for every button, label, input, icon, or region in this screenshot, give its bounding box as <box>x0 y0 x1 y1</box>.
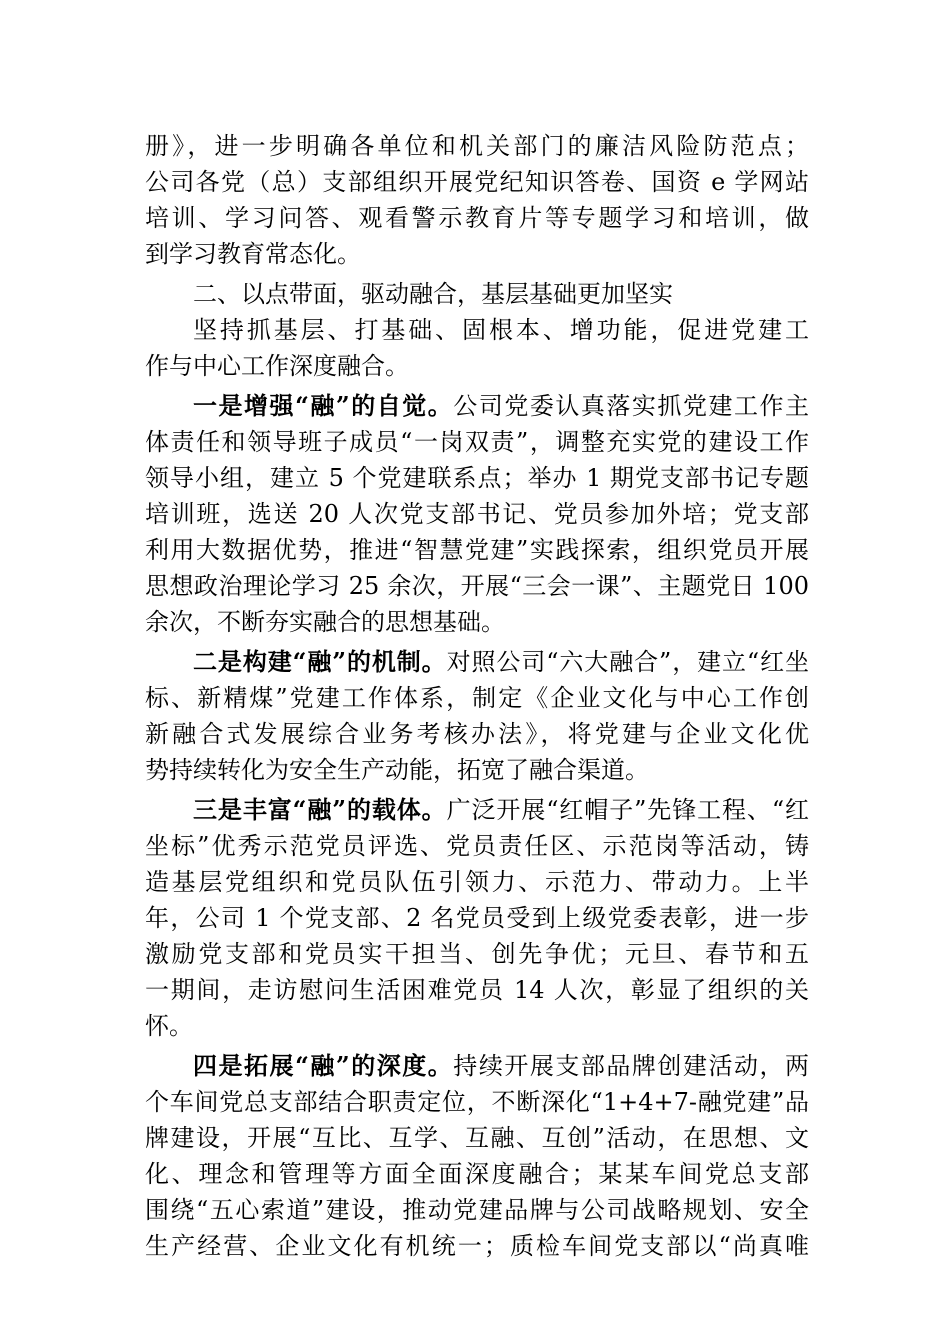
text-line: 激励党支部和党员实干担当、创先争优；元旦、春节和五 <box>145 940 809 968</box>
paragraph-item-2 <box>145 644 809 788</box>
text-line: 个车间党总支部结合职责定位，不断深化“1+4+7-融党建”品 <box>145 1088 809 1116</box>
text-line: 坐标”优秀示范党员评选、党员责任区、示范岗等活动，铸 <box>145 832 809 860</box>
text-run: 公司党委认真落实抓党建工作主 <box>453 392 810 420</box>
text-line-first <box>145 388 809 424</box>
text-line-first <box>145 1048 809 1084</box>
paragraph-lead: 一是增强“融”的自觉。 <box>193 391 454 420</box>
text-line: 思想政治理论学习 25 余次，开展“三会一课”、主题党日 100 <box>145 572 809 600</box>
text-line: 作与中心工作深度融合。 <box>145 352 409 380</box>
text-line: 一期间，走访慰问生活困难党员 14 人次，彰显了组织的关 <box>145 976 809 1004</box>
text-line: 领导小组，建立 5 个党建联系点；举办 1 期党支部书记专题 <box>145 464 809 492</box>
text-line: 标、新精煤”党建工作体系，制定《企业文化与中心工作创 <box>145 684 809 712</box>
text-run: 持续开展支部品牌创建活动，两 <box>453 1052 810 1080</box>
text-line: 怀。 <box>145 1012 193 1040</box>
text-line: 培训、学习问答、观看警示教育片等专题学习和培训，做 <box>145 204 809 232</box>
text-line: 坚持抓基层、打基础、固根本、增功能，促进党建工 <box>193 316 809 344</box>
text-line: 到学习教育常态化。 <box>145 240 361 268</box>
text-line: 围绕“五心索道”建设，推动党建品牌与公司战略规划、安全 <box>145 1196 809 1224</box>
text-line: 年，公司 1 个党支部、2 名党员受到上级党委表彰，进一步 <box>145 904 809 932</box>
paragraph-lead: 四是拓展“融”的深度。 <box>193 1051 454 1080</box>
paragraph-item-4 <box>145 1048 809 1264</box>
text-line: 培训班，选送 20 人次党支部书记、党员参加外培；党支部 <box>145 500 809 528</box>
text-line: 利用大数据优势，推进“智慧党建”实践探索，组织党员开展 <box>145 536 809 564</box>
paragraph-item-3 <box>145 792 809 1044</box>
text-line: 化、理念和管理等方面全面深度融合；某某车间党总支部 <box>145 1160 809 1188</box>
text-run: 广泛开展“红帽子”先锋工程、“红 <box>446 796 810 824</box>
text-line: 余次，不断夯实融合的思想基础。 <box>145 608 505 636</box>
text-line: 势持续转化为安全生产动能，拓宽了融合渠道。 <box>145 756 649 784</box>
text-line: 牌建设，开展“互比、互学、互融、互创”活动，在思想、文 <box>145 1124 809 1152</box>
text-line: 册》，进一步明确各单位和机关部门的廉洁风险防范点； <box>145 132 809 160</box>
paragraph-lead: 三是丰富“融”的载体。 <box>193 795 447 824</box>
section-heading: 二、以点带面，驱动融合，基层基础更加坚实 <box>193 280 673 308</box>
paragraph-continuation <box>145 128 809 272</box>
text-line: 公司各党（总）支部组织开展党纪知识答卷、国资 e 学网站 <box>145 168 809 196</box>
text-line: 新融合式发展综合业务考核办法》，将党建与企业文化优 <box>145 720 809 748</box>
text-line: 造基层党组织和党员队伍引领力、示范力、带动力。上半 <box>145 868 809 896</box>
paragraph-lead: 二是构建“融”的机制。 <box>193 647 447 676</box>
text-line-first <box>145 792 809 828</box>
document-body <box>145 128 809 1264</box>
text-line: 体责任和领导班子成员“一岗双责”，调整充实党的建设工作 <box>145 428 809 456</box>
text-line-first <box>145 644 809 680</box>
paragraph-intro <box>145 312 809 384</box>
text-run: 对照公司“六大融合”，建立“红坐 <box>446 648 810 676</box>
paragraph-item-1 <box>145 388 809 640</box>
text-line: 生产经营、企业文化有机统一；质检车间党支部以“尚真唯 <box>145 1232 809 1260</box>
